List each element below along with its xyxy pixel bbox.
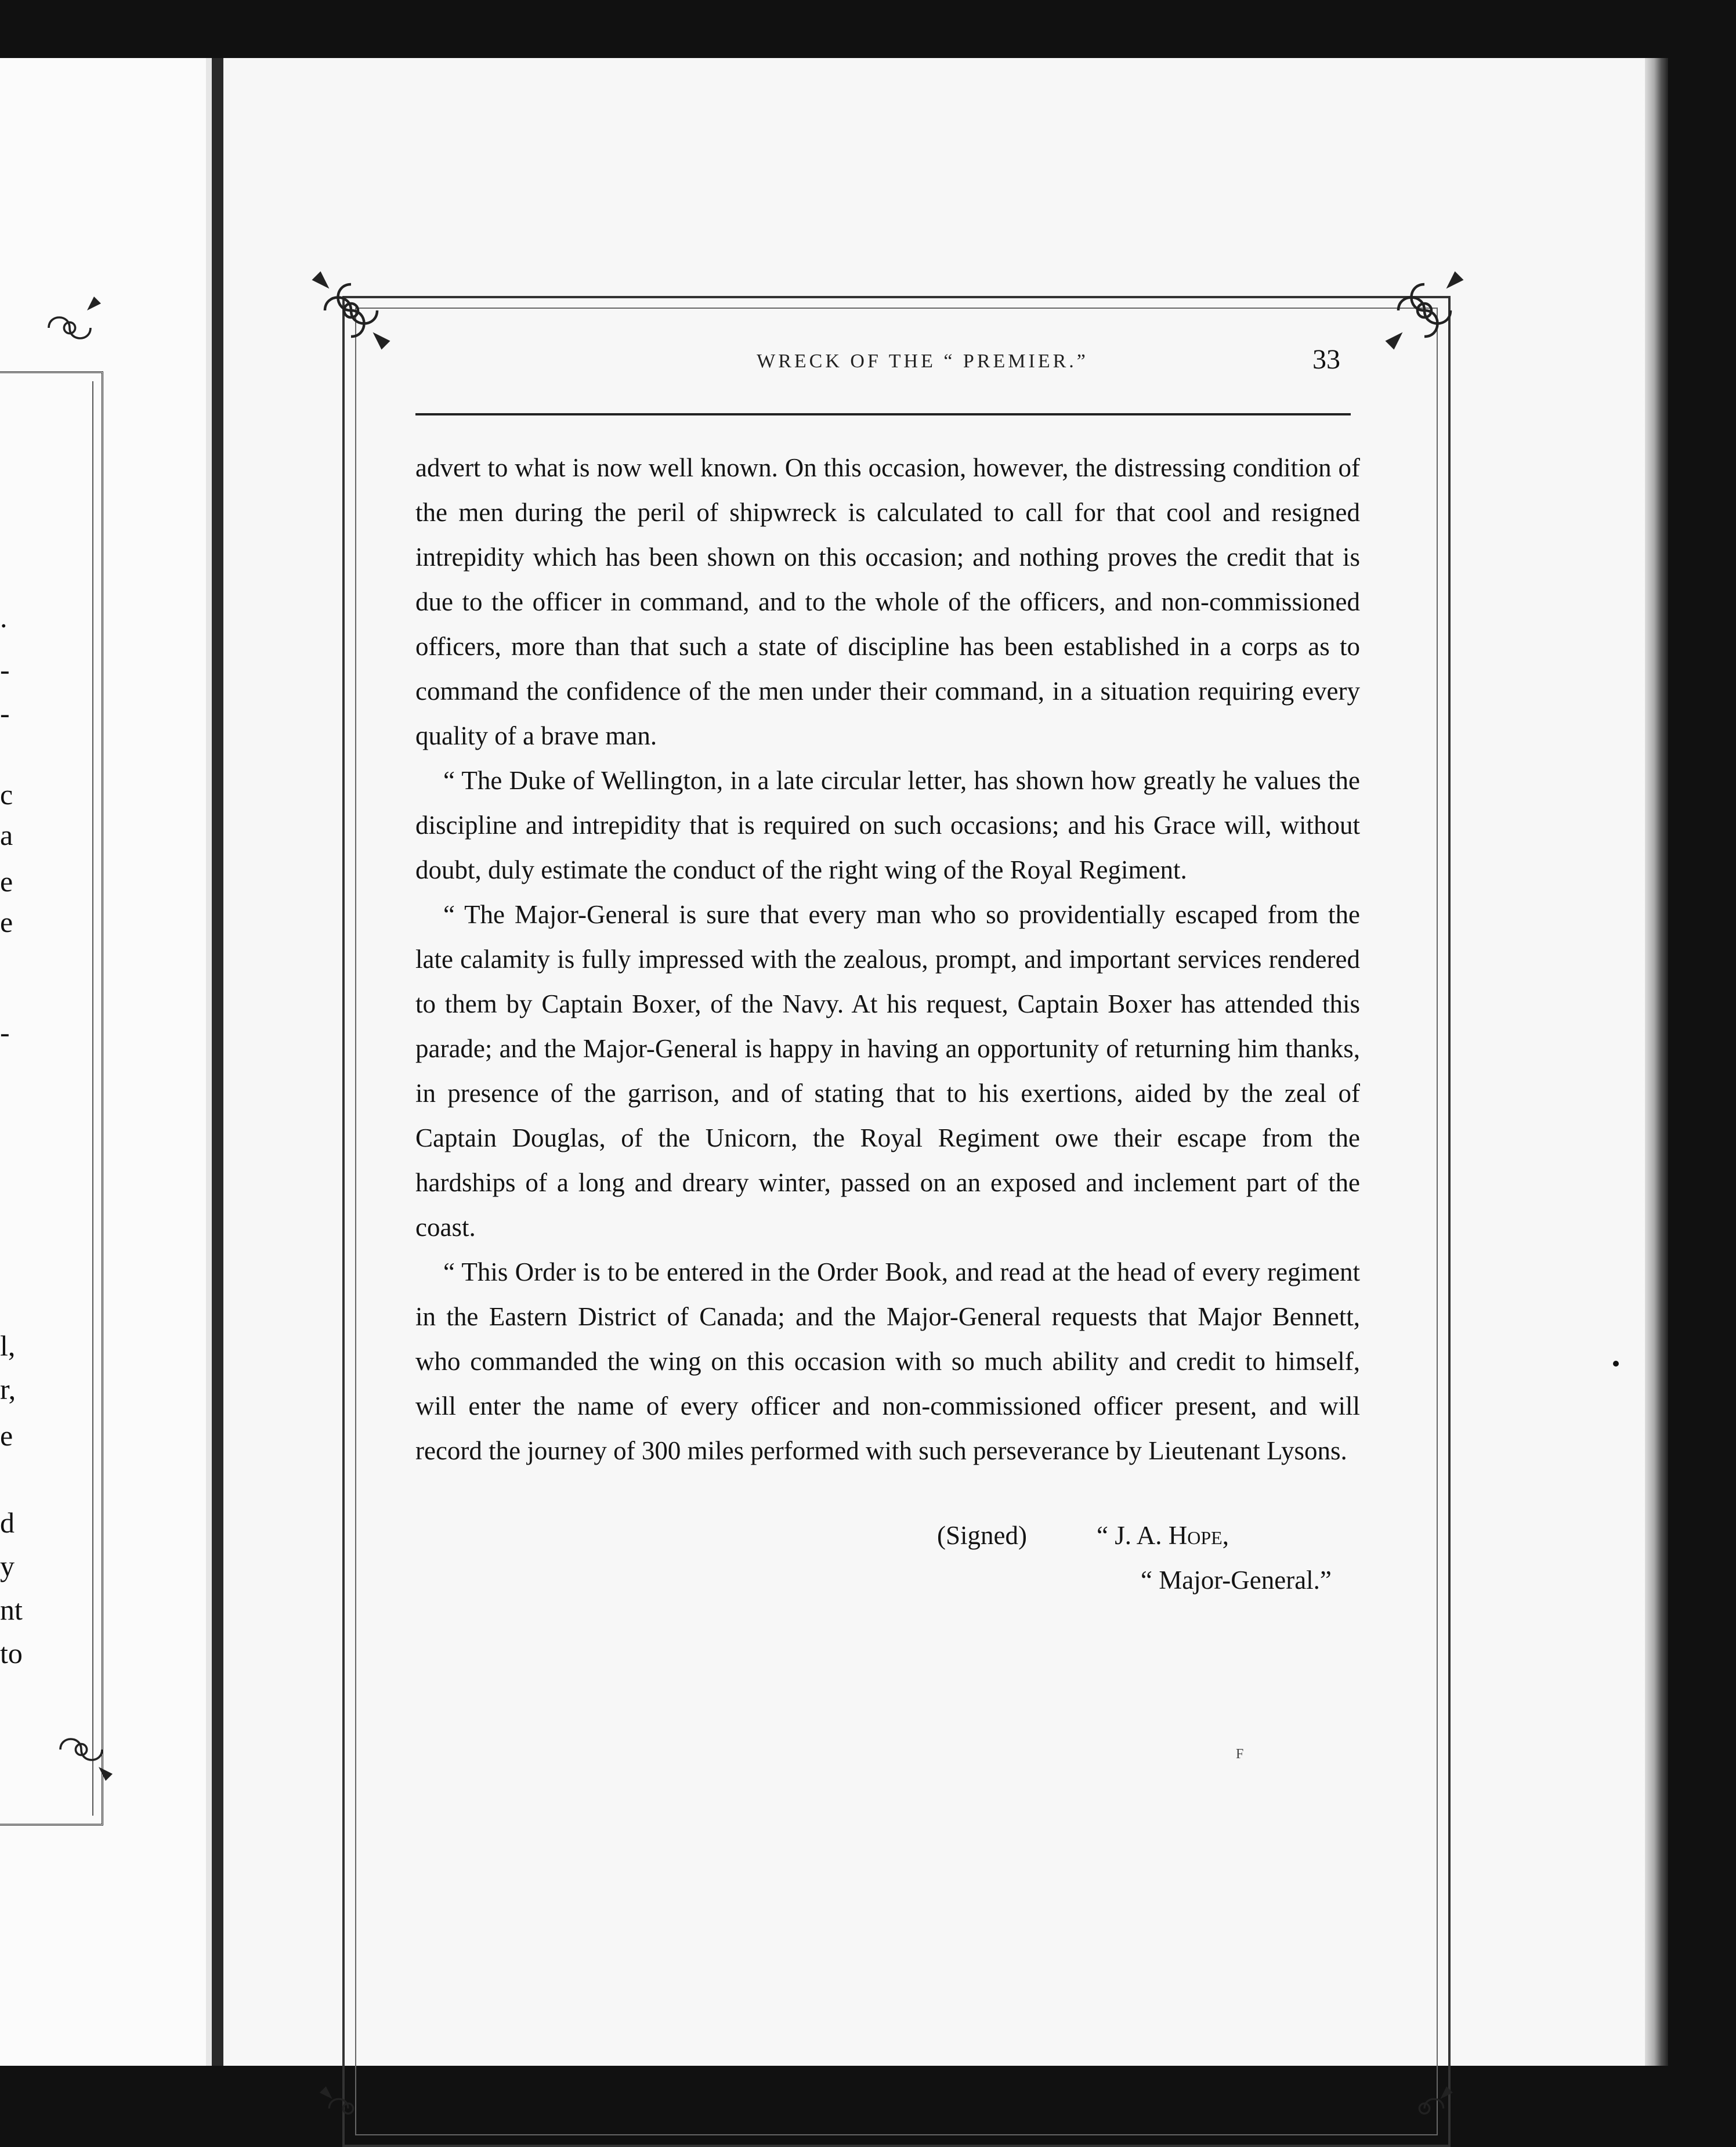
fragment-char: nt [0, 1593, 23, 1626]
fragment-char: e [0, 865, 13, 898]
book-gutter [212, 58, 223, 2066]
fragment-char: c [0, 778, 13, 811]
corner-ornament-icon [316, 2083, 380, 2118]
paragraph: “ This Order is to be entered in the Order Book, and read at the head of every regiment in the Eastern District of Canada; and the Major-General requests that Major Bennett, who commanded the wing on this occasion with so much ability and credit to himself, will enter the name of every officer and non-commissioned officer present, and will record the journey of 300 miles performed with such perseverance by Lieutenant Lysons. [415, 1257, 1360, 1465]
page-edge-shadow [1645, 58, 1668, 2066]
signature-mark: F [1236, 1747, 1244, 1762]
ink-speck [1613, 1361, 1619, 1367]
corner-ornament-icon [46, 1712, 116, 1787]
signatory-surname: Hope, [1168, 1521, 1229, 1550]
fragment-char: r, [0, 1373, 16, 1405]
fragment-char: e [0, 906, 13, 938]
signatory-name [1097, 1520, 1229, 1550]
fragment-char: - [0, 653, 10, 686]
corner-ornament-icon [308, 267, 395, 354]
fragment-char: - [0, 1016, 10, 1049]
paragraph: advert to what is now well known. On this occasion, however, the distressing condition of the men during the peril of shipwreck is calculated to call for that cool and resigned intrepidity which has been shown on this occasion; and nothing proves the credit that is due to the officer in command, and to the whole of the officers, and non-commissioned officers, more than that such a state of discipline has been established in a corps as to command the confidence of the men under their command, in a situation requiring every quality of a brave man. [415, 453, 1360, 750]
fragment-char: e [0, 1419, 13, 1452]
fragment-char: l, [0, 1329, 16, 1362]
corner-ornament-icon [35, 290, 104, 366]
body-text [415, 446, 1360, 1473]
fragment-char: a [0, 819, 13, 851]
signatory-name-prefix: “ J. A. [1097, 1521, 1169, 1550]
fragment-char: d [0, 1506, 15, 1539]
fragment-char: . [0, 601, 8, 634]
page-edge [206, 58, 212, 2066]
paragraph: “ The Duke of Wellington, in a late circular letter, has shown how greatly he values the discipline and intrepidity that is required on such occasions; and his Grace will, without doubt, duly estimate the conduct of the right wing of the Royal Regiment. [415, 766, 1360, 884]
signatory-title: “ Major-General.” [1141, 1566, 1332, 1595]
header-rule [415, 413, 1351, 415]
running-head: WRECK OF THE “ PREMIER.” [757, 350, 1088, 372]
fragment-char: - [0, 697, 10, 729]
paragraph: “ The Major-General is sure that every man who so providentially escaped from the late calamity is fully impressed with the zealous, prompt, and important services rendered to them by Captain Boxer, of the Navy. At his request, Captain Boxer has attended this parade; and the Major-General is happy in having an opportunity of returning him thanks, in presence of the garrison, and of stating that to his exertions, aided by the zeal of Captain Douglas, of the Unicorn, the Royal Regiment owe their escape from the hardships of a long and dreary winter, passed on an exposed and inclement part of the coast. [415, 900, 1360, 1242]
corner-ornament-icon [1381, 267, 1468, 354]
fragment-char: to [0, 1637, 23, 1669]
page-number: 33 [1312, 344, 1340, 375]
corner-ornament-icon [1393, 2083, 1456, 2118]
signed-label: (Signed) [937, 1521, 1027, 1550]
fragment-char: y [0, 1550, 15, 1582]
